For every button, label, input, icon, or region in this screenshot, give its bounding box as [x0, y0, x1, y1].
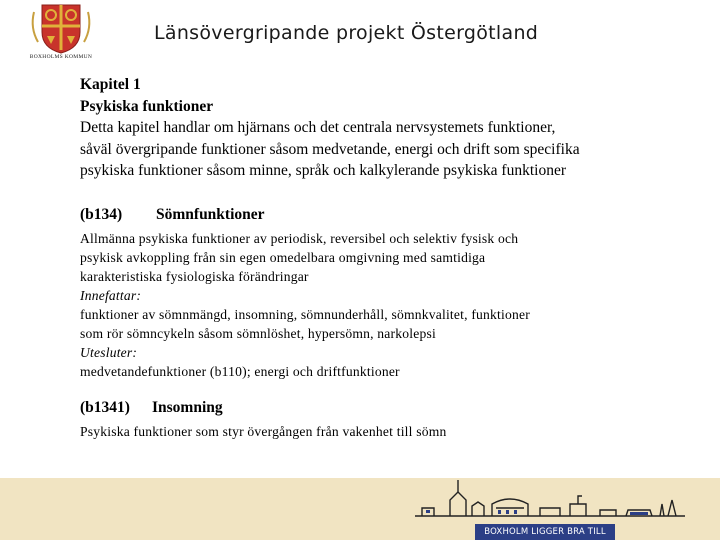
section-b134 [80, 205, 680, 381]
crest-icon [26, 2, 96, 54]
section-body [80, 422, 680, 441]
definition-line: Psykiska funktioner som styr övergången från vakenhet till sömn [80, 424, 447, 439]
includes-line: funktioner av sömnmängd, insomning, sömnunderhåll, sömnkvalitet, funktioner [80, 307, 530, 322]
section-b1341 [80, 398, 680, 441]
includes-label: Innefattar: [80, 288, 142, 303]
header [0, 0, 720, 66]
slide-content [80, 74, 680, 439]
footer-banner: BOXHOLM LIGGER BRA TILL [475, 524, 615, 540]
chapter-description-line: såväl övergripande funktioner såsom medvetande, energi och drift som specifika [80, 140, 580, 158]
boxholm-crest-logo [26, 2, 96, 64]
section-heading [80, 398, 680, 418]
excludes-text: medvetandefunktioner (b110); energi och driftfunktioner [80, 364, 400, 379]
chapter-title: Psykiska funktioner [80, 97, 214, 115]
section-code: (b134) [80, 206, 123, 223]
definition-line: psykisk avkoppling från sin egen omedelbara omgivning med samtidiga [80, 250, 486, 265]
includes-line: som rör sömncykeln såsom sömnlöshet, hypersömn, narkolepsi [80, 326, 436, 341]
section-body [80, 229, 680, 381]
chapter-intro [80, 74, 680, 182]
definition-line: karakteristiska fysiologiska förändringar [80, 269, 309, 284]
chapter-description-line: Detta kapitel handlar om hjärnans och det centrala nervsystemets funktioner, [80, 119, 556, 136]
chapter-number: Kapitel 1 [80, 76, 141, 93]
section-code: (b1341) [80, 399, 130, 416]
definition-line: Allmänna psykiska funktioner av periodisk, reversibel och selektiv fysisk och [80, 231, 519, 246]
excludes-label: Utesluter: [80, 345, 138, 360]
chapter-description-line: psykiska funktioner såsom minne, språk och kalkylerande psykiska funktioner [80, 162, 566, 179]
section-heading [80, 205, 680, 225]
section-title: Sömnfunktioner [156, 206, 265, 223]
footer [0, 478, 720, 540]
logo-text: BOXHOLMS KOMMUN [29, 54, 93, 60]
section-title: Insomning [152, 399, 223, 416]
header-title: Länsövergripande projekt Östergötland [154, 22, 539, 44]
